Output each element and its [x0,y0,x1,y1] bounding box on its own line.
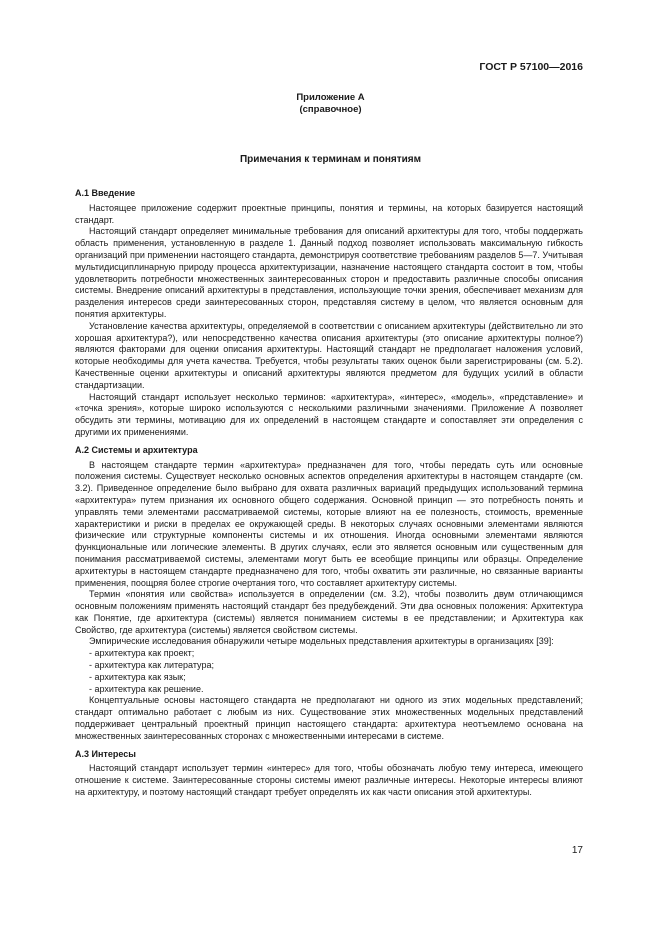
section-heading-a2: А.2 Системы и архитектура [75,444,198,455]
appendix-label: Приложение А [296,92,365,103]
section-heading-a3: А.3 Интересы [75,748,136,759]
list-item: - архитектура как проект; [89,648,583,660]
paragraph: Концептуальные основы настоящего стандарта не предполагают ни одного из этих модельных представлений; стандарт оптимально работает с любым из них. Существование этих множественных модельных представлений поддерживает центральный проектный принцип настоящего стандарта: архитектура неотъемлемо основана на множественных заинтересованных сторонах с множественными интересами в системе. [75,695,583,741]
paragraph: Термин «понятия или свойства» используется в определении (см. 3.2), чтобы позволить двум отличающимся основным положениям применять настоящий стандарт без предубеждений. Эти два основных положения: Архитектура как Понятие, где архитектура (системы) является пониманием системы в ее представлении; и Архитектура как Свойство, где архитектура (системы) является свойством системы. [75,589,583,635]
document-id: ГОСТ Р 57100—2016 [479,61,583,73]
section-heading-a1: А.1 Введение [75,188,136,198]
paragraph: Установление качества архитектуры, определяемой в соответствии с описанием архитектуры (действительно ли это хорошая архитектура?), или непосредственно качества описания архитектуры (это описание архитектуры полное?) являются факторами для оценки описания архитектуры. Настоящий стандарт не предполагает наложения условий, которые необходимы для учета качества. Требуется, чтобы результаты таких оценок были зарегистрированы (см. 5.2). Качественные оценки архитектуры и описаний архитектуры являются предметом для будущих усилий в области стандартизации. [75,320,583,390]
appendix-heading [0,92,661,116]
list-item: - архитектура как решение. [89,684,583,696]
page-title: Примечания к терминам и понятиям [239,154,422,165]
paragraph: В настоящем стандарте термин «архитектура» предназначен для того, чтобы передать суть или основные положения системы. Существует несколько основных аспектов определения архитектуры в настоящем стандарте (см. 3.2). Приведенное определение было выбрано для охвата различных вариаций предыдущих использований термина «архитектура» путем признания их основного общего содержания. Основной принцип — это потребность понять и управлять теми элементами рассматриваемой системы, которые влияют на ее полезность, стоимость, временные характеристики и риски в пределах ее окружающей среды. В некоторых случаях основными элементами являются физические или структурные компоненты системы и их отношения. Иногда основными элементами являются функциональные или логические элементы. В других случаях, если это является основным или существенным для понимания рассматриваемой системы, элементами могут быть ее всеобщие принципы или образцы. Определение архитектуры в настоящем стандарте предназначено для того, чтобы охватить эти различные, но связанные варианты применения, поощряя более строгие очертания того, что составляет архитектуру системы. [75,459,583,588]
document-body [75,182,583,799]
paragraph: Эмпирические исследования обнаружили четыре модельных представления архитектуры в организациях [39]: [89,636,554,647]
paragraph: Настоящий стандарт определяет минимальные требования для описаний архитектуры для того, чтобы поддержать область применения, установленную в разделе 1. Данный подход позволяет использовать максимальную гибкость организаций при применении настоящего стандарта, демонстрируя соответствие требованиям разделов 5—7. Учитывая мультидисциплинарную природу процесса архитектуризации, назначение настоящего стандарта состоит в том, чтобы удовлетворить потребности множественных заинтересованных сторон и предоставить различные способы описания системы. Внедрение описаний архитектуры в представления, использующие точки зрения, обеспечивает механизм для разделения интересов среди заинтересованных сторон, представляя систему в целом, что является основным для понятия архитектуры. [75,226,583,319]
list-item: - архитектура как язык; [89,672,583,684]
paragraph: Настоящее приложение содержит проектные принципы, понятия и термины, на которых базируется настоящий стандарт. [75,202,583,225]
list-item: - архитектура как литература; [89,660,583,672]
paragraph: Настоящий стандарт использует несколько терминов: «архитектура», «интерес», «модель», «представление» и «точка зрения», которые широко используются с несколькими различными значениями. Приложение А позволяет обсудить эти термины, мотивацию для их определений в настоящем стандарте и сопоставляет эти определения с другими их применениями. [75,391,583,437]
appendix-type: (справочное) [299,104,362,115]
paragraph: Настоящий стандарт использует термин «интерес» для того, чтобы обозначать любую тему интереса, имеющего отношение к системе. Заинтересованные стороны системы имеют различные интересы. Некоторые интересы влияют на архитектуру, и поэтому настоящий стандарт требует определять их как части описания этой архитектуры. [75,763,583,798]
page-number: 17 [571,845,583,856]
bullet-list [75,648,583,695]
